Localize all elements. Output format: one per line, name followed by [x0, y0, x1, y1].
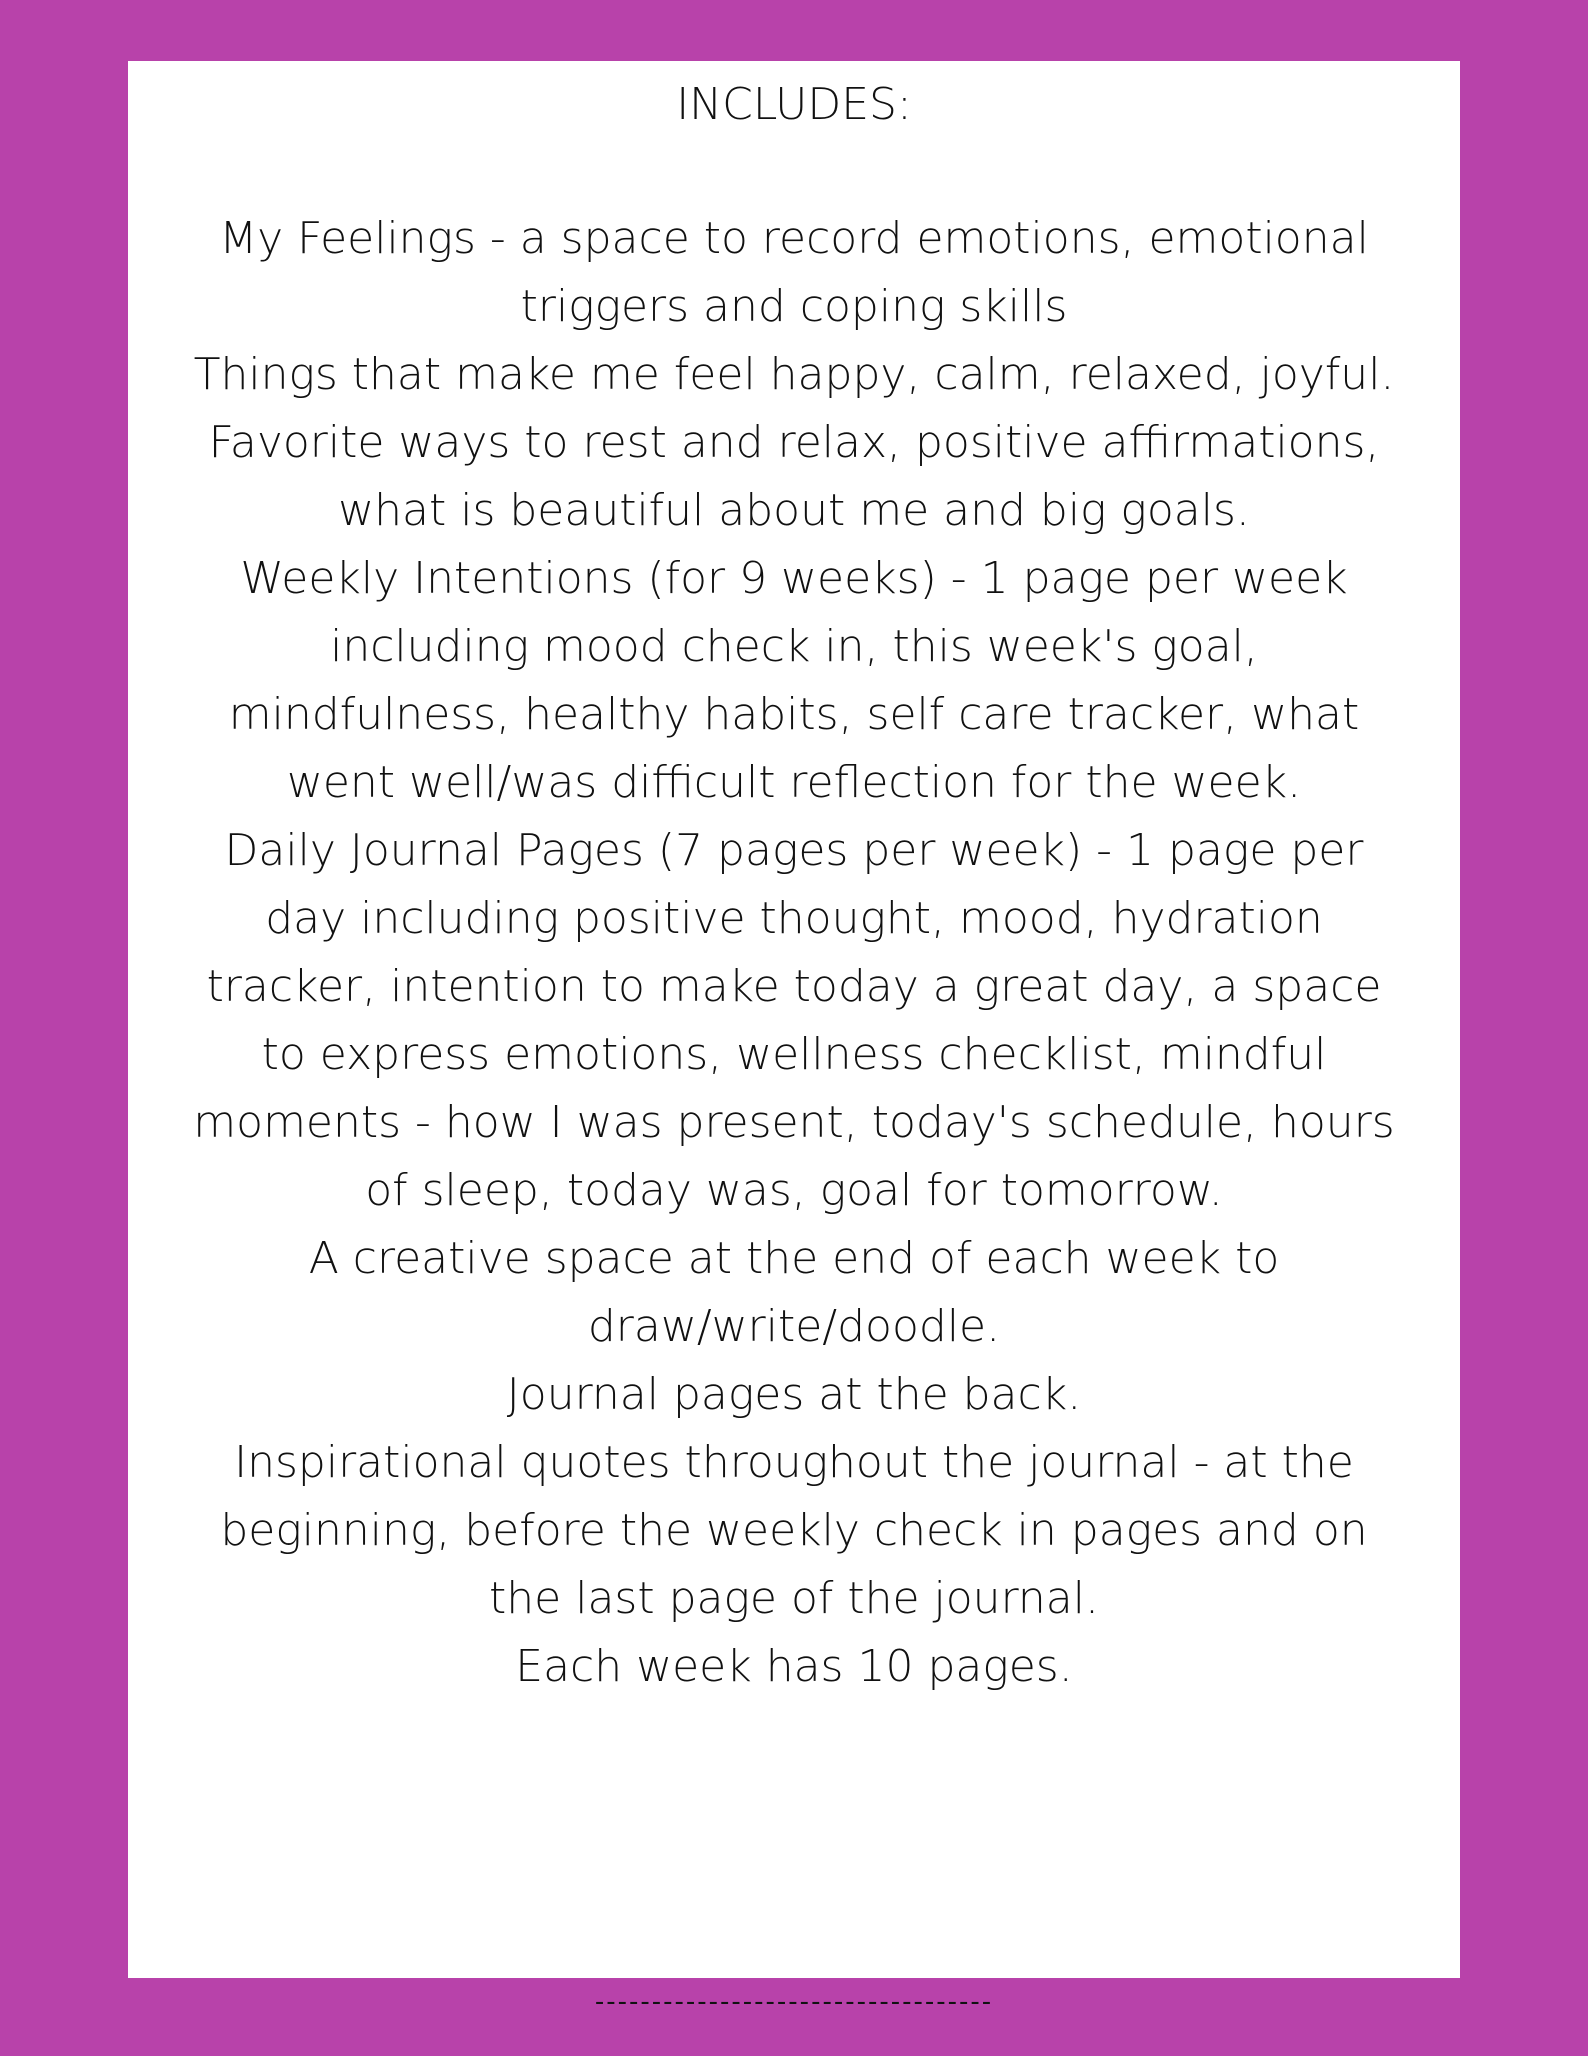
paragraph-creative-space: A creative space at the end of each week to draw/write/doodle. [308, 1233, 1280, 1352]
paragraph-daily-journal: Daily Journal Pages (7 pages per week) - 1 page per day including positive thought, mood, hydration tracker, intention to make today a great day, a space to express emotions, wellness checklist, mindful moments - how I was present, today's schedule, hours of sleep, today was, goal for tomorrow. [193, 825, 1395, 1216]
includes-heading: INCLUDES: [676, 79, 912, 130]
paragraph-weekly-intentions: Weekly Intentions (for 9 weeks) - 1 page per week including mood check in, this week's goal, mindfulness, healthy habits, self care tracker, what went well/was difficult reflection for the week. [228, 553, 1360, 808]
divider-dashes: ----------------------------------- [594, 1987, 994, 2017]
paragraph-happy-things: Things that make me feel happy, calm, relaxed, joyful. Favorite ways to rest and relax, positive affirmations, what is beautiful about me and big goals. [193, 349, 1395, 536]
includes-list [188, 205, 1400, 1701]
paragraph-week-pages: Each week has 10 pages. [515, 1641, 1073, 1692]
paragraph-journal-pages: Journal pages at the back. [506, 1369, 1082, 1420]
content-card [128, 61, 1460, 1978]
paragraph-quotes: Inspirational quotes throughout the journal - at the beginning, before the weekly check in pages and on the last page of the journal. [220, 1437, 1368, 1624]
paragraph-my-feelings: My Feelings - a space to record emotions, emotional triggers and coping skills [219, 213, 1369, 332]
